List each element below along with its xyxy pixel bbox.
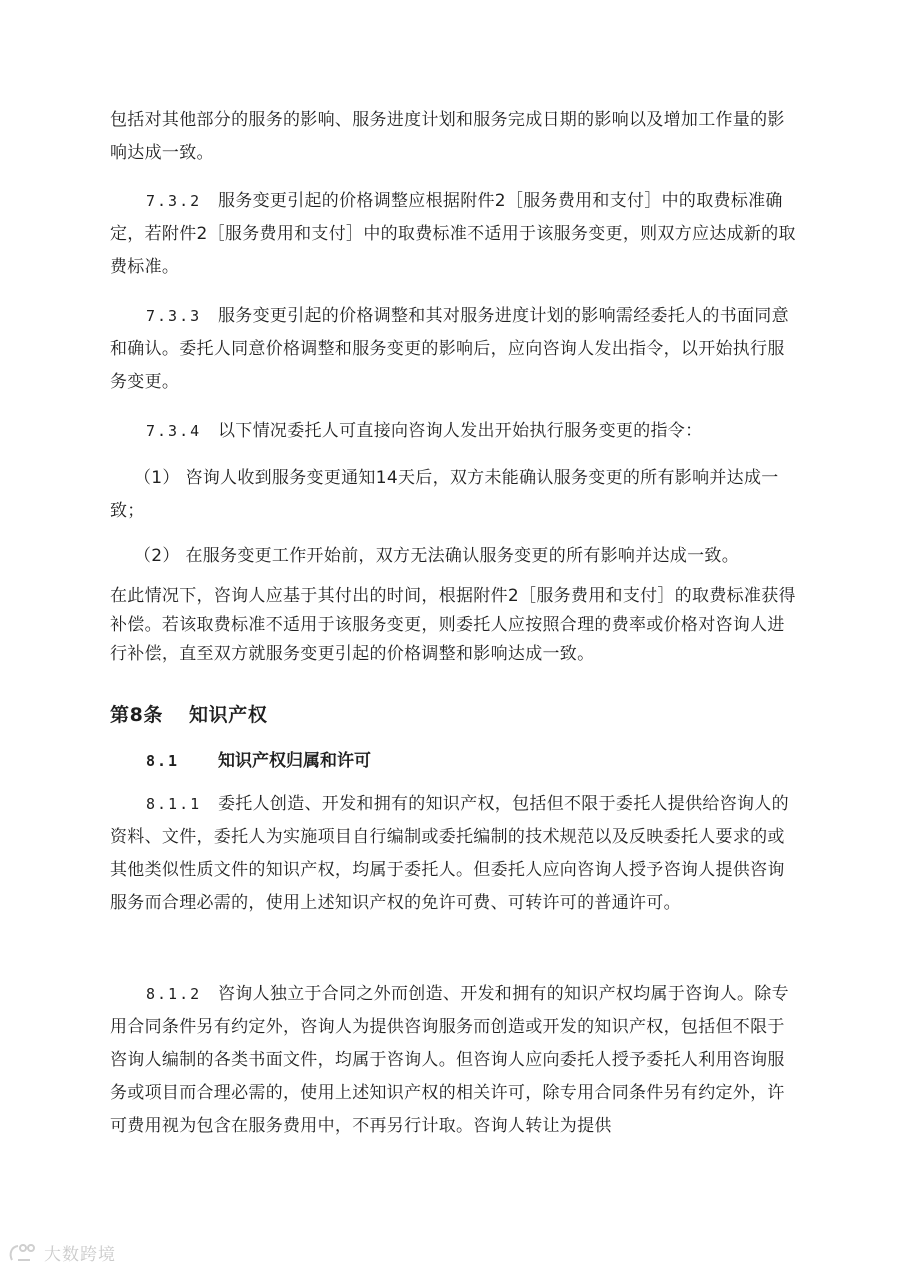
article-number: 第8条	[110, 704, 164, 726]
article-8-heading	[110, 700, 267, 730]
list-item-2	[110, 540, 800, 573]
clause-7-3-4	[110, 415, 800, 448]
clause-7-3-3	[110, 300, 800, 399]
clause-text: 服务变更引起的价格调整和其对服务进度计划的影响需经委托人的书面同意和确认。委托人同意价格调整和服务变更的影响后，应向咨询人发出指令，以开始执行服务变更。	[110, 306, 789, 392]
clause-number: 7.3.4	[146, 422, 202, 440]
paragraph-compensation	[110, 582, 800, 669]
clause-7-3-2	[110, 185, 800, 284]
paragraph-text: 包括对其他部分的服务的影响、服务进度计划和服务完成日期的影响以及增加工作量的影响达成一致。	[110, 110, 785, 163]
section-number: 8.1	[146, 752, 180, 770]
paragraph-text: 在此情况下，咨询人应基于其付出的时间，根据附件2［服务费用和支付］的取费标准获得补偿。若该取费标准不适用于该服务变更，则委托人应按照合理的费率或价格对咨询人进行补偿，直至双方就服务变更引起的价格调整和影响达成一致。	[110, 586, 796, 664]
clause-8-1-1	[110, 788, 800, 920]
clause-text: 咨询人独立于合同之外而创造、开发和拥有的知识产权均属于咨询人。除专用合同条件另有约定外，咨询人为提供咨询服务而创造或开发的知识产权，包括但不限于咨询人编制的各类书面文件，均属于咨询人。但咨询人应向委托人授予委托人利用咨询服务或项目而合理必需的，使用上述知识产权的相关许可，除专用合同条件另有约定外，许可费用视为包含在服务费用中，不再另行计取。咨询人转让为提供	[110, 984, 789, 1136]
clause-number: 8.1.2	[146, 985, 202, 1003]
list-item-number: （1）	[134, 468, 180, 488]
section-8-1-heading	[146, 746, 371, 776]
list-item-text: 在服务变更工作开始前，双方无法确认服务变更的所有影响并达成一致。	[185, 546, 740, 566]
watermark	[8, 1240, 116, 1265]
clause-number: 7.3.3	[146, 307, 202, 325]
list-item-number: （2）	[134, 546, 180, 566]
clause-8-1-2	[110, 978, 800, 1143]
clause-text: 以下情况委托人可直接向咨询人发出开始执行服务变更的指令：	[218, 421, 703, 441]
clause-text: 服务变更引起的价格调整应根据附件2［服务费用和支付］中的取费标准确定，若附件2［服务费用和支付］中的取费标准不适用于该服务变更，则双方应达成新的取费标准。	[110, 191, 796, 277]
section-title: 知识产权归属和许可	[218, 751, 371, 771]
clause-text: 委托人创造、开发和拥有的知识产权，包括但不限于委托人提供给咨询人的资料、文件，委托人为实施项目自行编制或委托编制的技术规范以及反映委托人要求的或其他类似性质文件的知识产权，均属于委托人。但委托人应向咨询人授予咨询人提供咨询服务而合理必需的，使用上述知识产权的免许可费、可转许可的普通许可。	[110, 794, 789, 913]
clause-number: 7.3.2	[146, 192, 202, 210]
watermark-logo-icon	[8, 1242, 38, 1264]
paragraph-intro-continuation	[110, 104, 800, 170]
list-item-text: 咨询人收到服务变更通知14天后，双方未能确认服务变更的所有影响并达成一致；	[110, 468, 779, 521]
list-item-1	[110, 462, 800, 528]
clause-number: 8.1.1	[146, 795, 202, 813]
article-title: 知识产权	[189, 704, 268, 726]
watermark-text: 大数跨境	[44, 1245, 116, 1265]
